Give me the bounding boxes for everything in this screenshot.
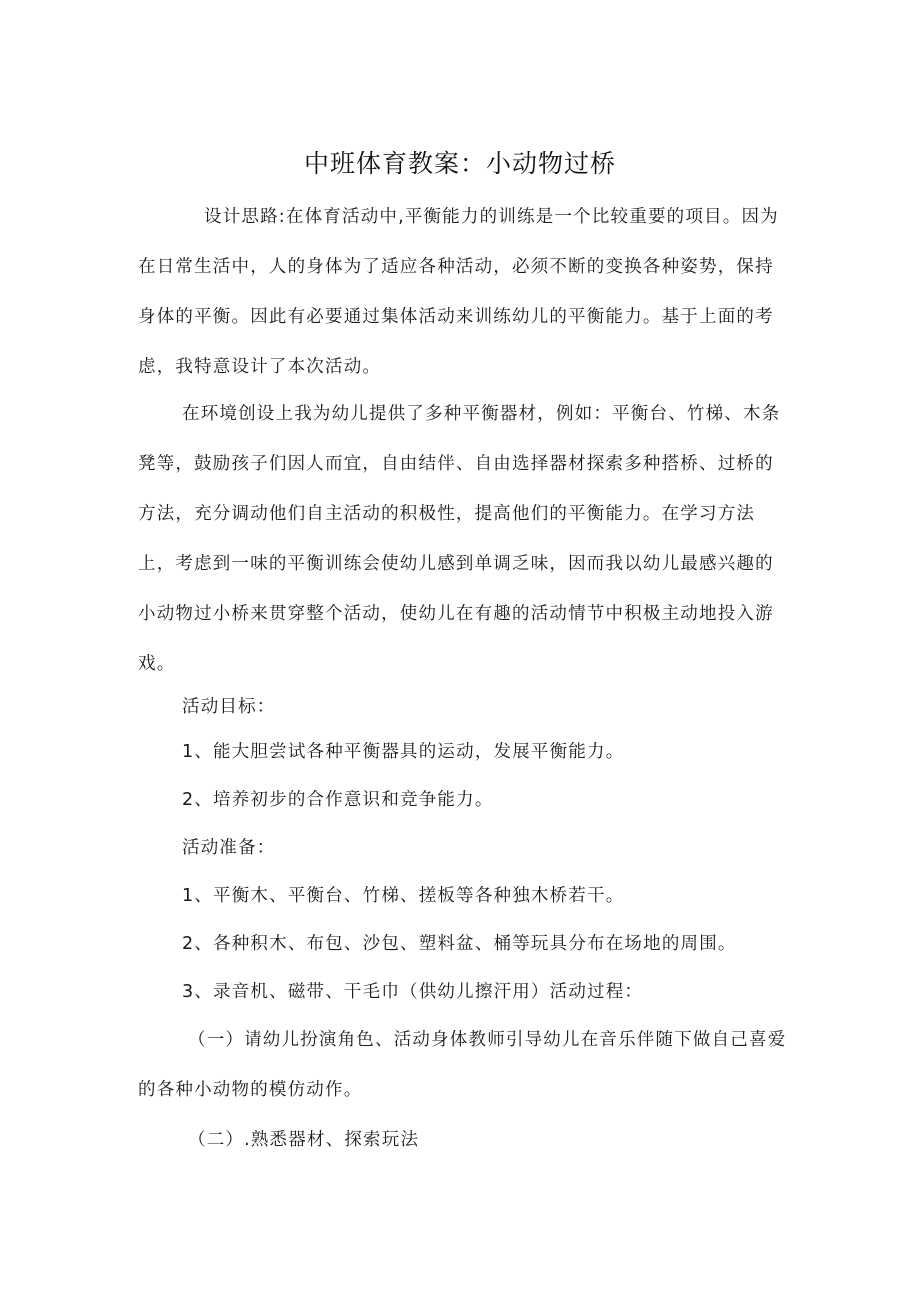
- preparation-heading: 活动准备：: [182, 838, 276, 858]
- goal-item: 2、培养初步的合作意识和竞争能力。: [182, 790, 494, 810]
- preparation-item: 2、各种积木、布包、沙包、塑料盆、桶等玩具分布在场地的周围。: [182, 934, 737, 954]
- process-step: （二）.熟悉器材、探索玩法: [188, 1130, 420, 1150]
- document-title: 中班体育教案：小动物过桥: [303, 149, 616, 178]
- preparation-item: 3、录音机、磁带、干毛巾（供幼儿擦汗用）活动过程：: [182, 982, 644, 1002]
- goal-item: 1、能大胆尝试各种平衡器具的运动，发展平衡能力。: [182, 742, 625, 762]
- process-step: （一）请幼儿扮演角色、活动身体教师引导幼儿在音乐伴随下做自己喜爱的各种小动物的模仿动作。: [138, 1030, 787, 1100]
- goals-heading: 活动目标：: [182, 697, 276, 717]
- design-idea-paragraph: 设计思路:在体育活动中,平衡能力的训练是一个比较重要的项目。因为在日常生活中，人的身体为了适应各种活动，必须不断的变换各种姿势，保持身体的平衡。因此有必要通过集体活动来训练幼儿的平衡能力。基于上面的考虑，我特意设计了本次活动。: [138, 207, 779, 377]
- environment-paragraph: 在环境创设上我为幼儿提供了多种平衡器材，例如：平衡台、竹梯、木条凳等，鼓励孩子们因人而宜，自由结伴、自由选择器材探索多种搭桥、过桥的方法，充分调动他们自主活动的积极性，提高他们的平衡能力。在学习方法上，考虑到一味的平衡训练会使幼儿感到单调乏味，因而我以幼儿最感兴趣的小动物过小桥来贯穿整个活动，使幼儿在有趣的活动情节中积极主动地投入游戏。: [138, 404, 781, 674]
- preparation-item: 1、平衡木、平衡台、竹梯、搓板等各种独木桥若干。: [182, 886, 625, 906]
